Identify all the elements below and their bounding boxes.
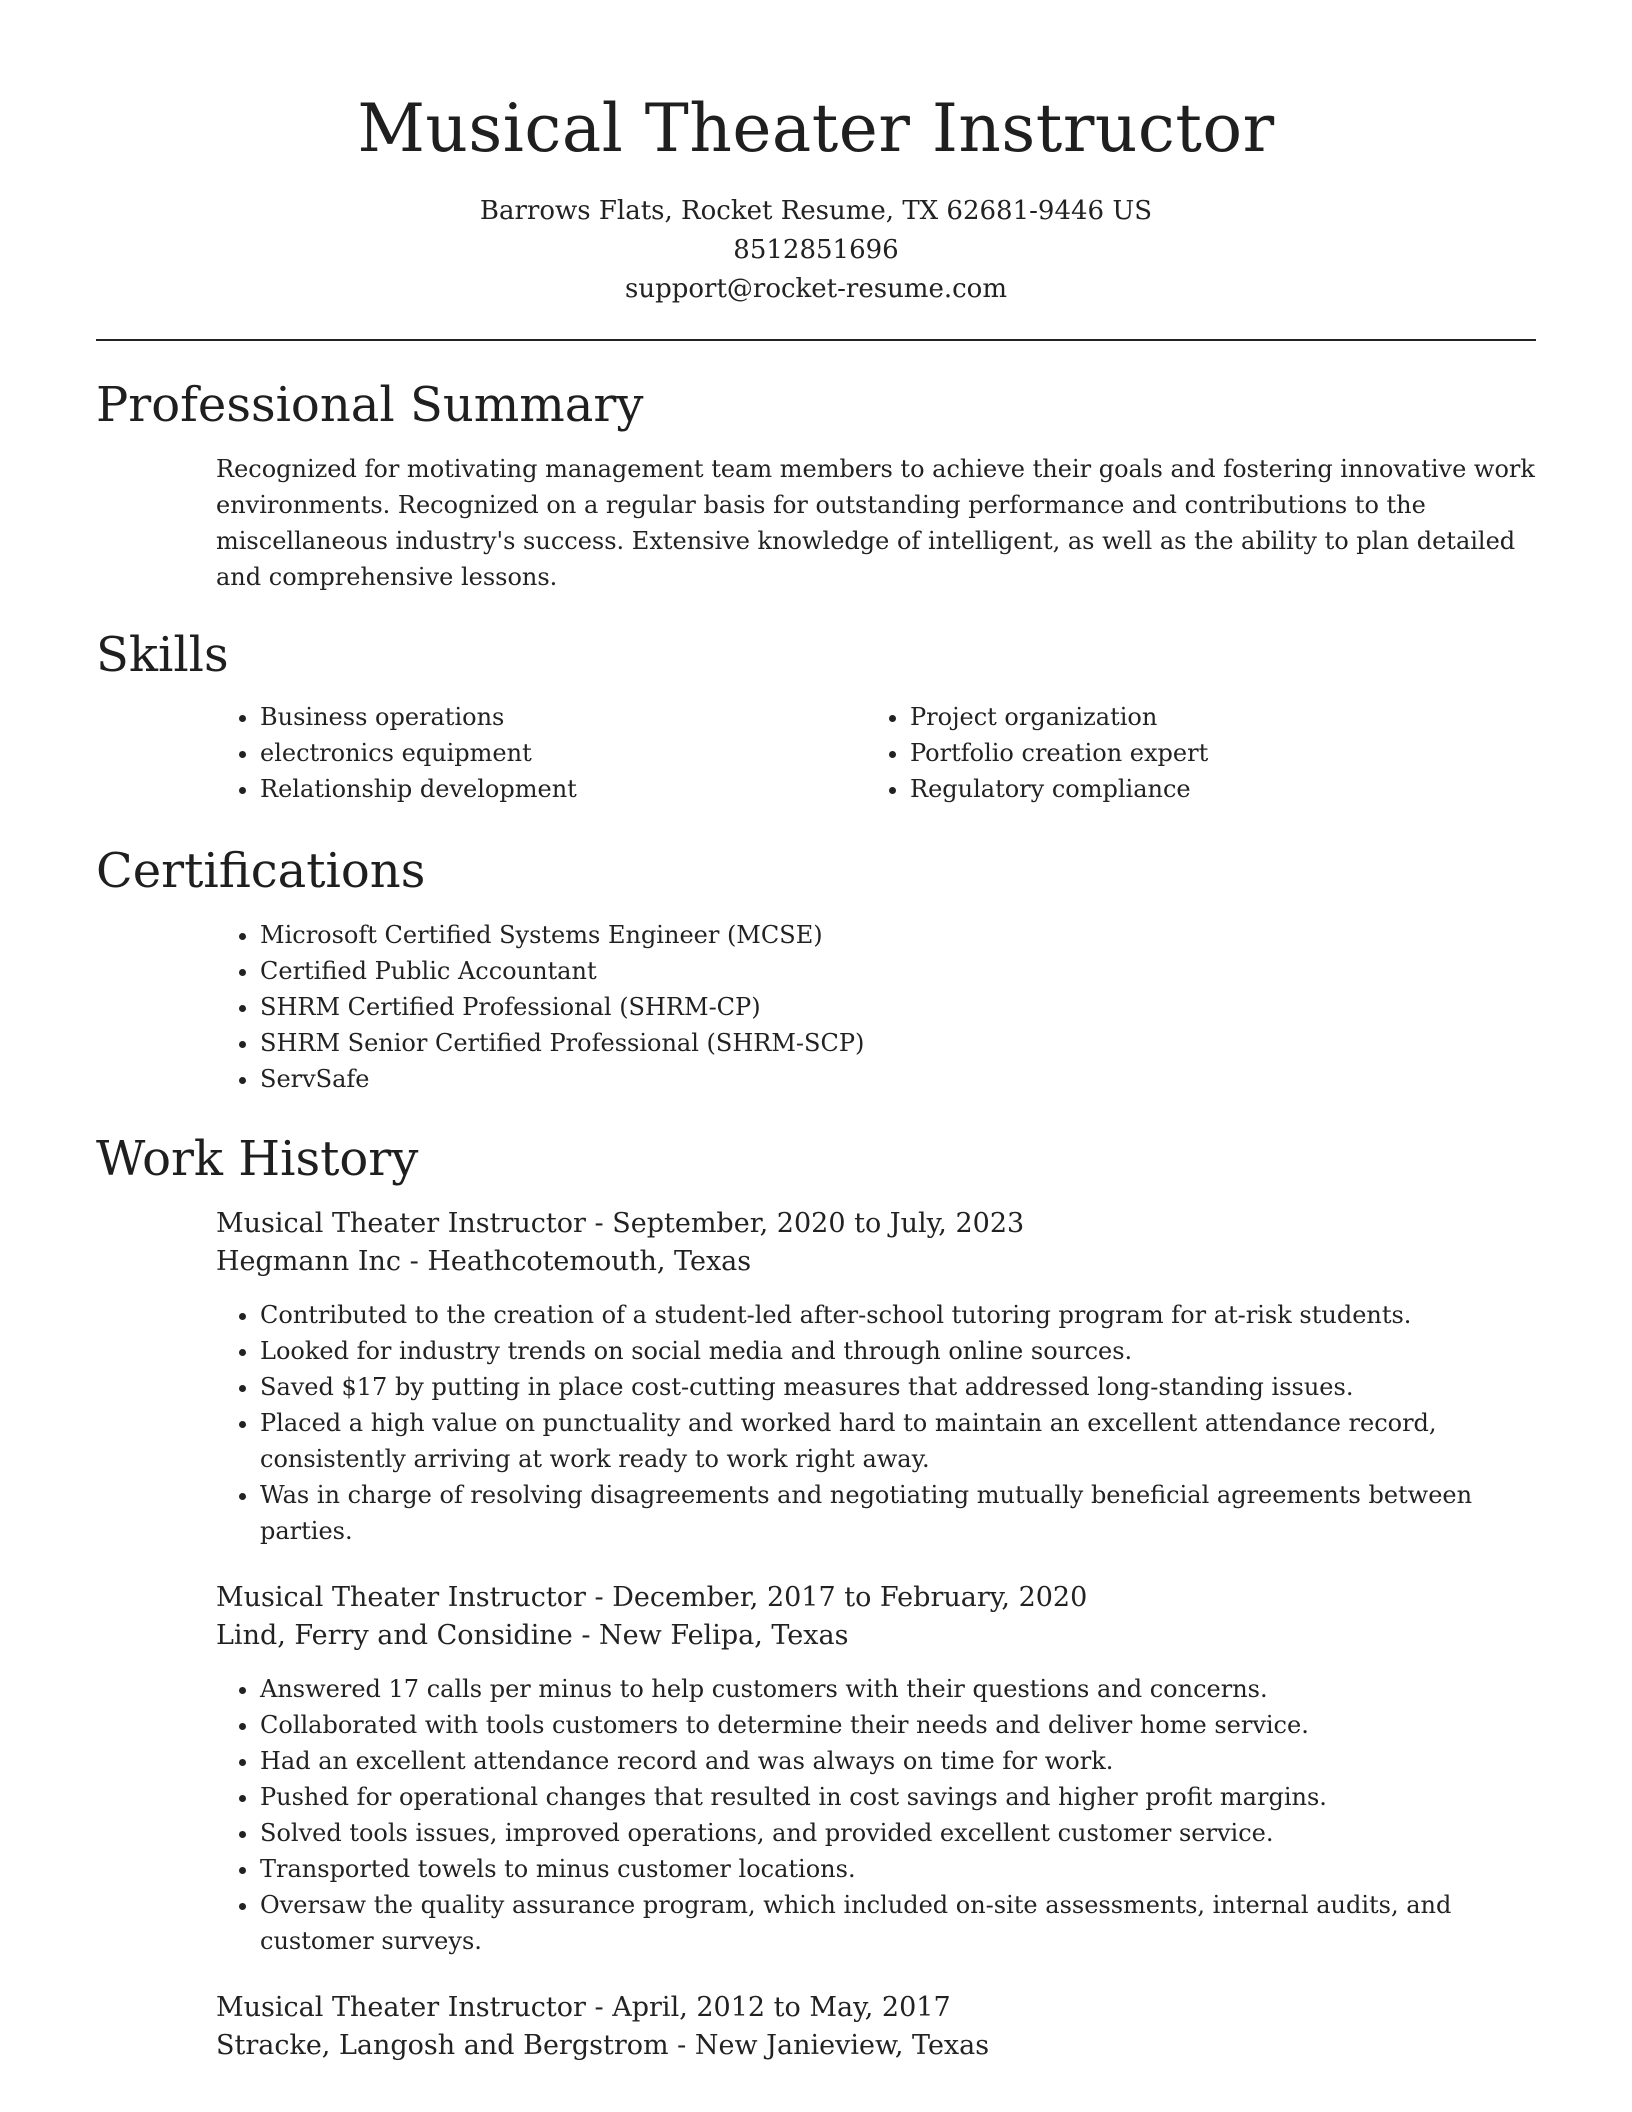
skill-item: • electronics equipment — [260, 735, 866, 771]
job-dates: - September, 2020 to July, 2023 — [585, 1208, 1025, 1239]
job-company: Lind, Ferry and Considine — [216, 1620, 573, 1651]
certification-item: • SHRM Senior Certified Professional (SHRM-SCP) — [260, 1025, 1536, 1061]
email: support@rocket-resume.com — [624, 274, 1007, 304]
job-bullet: • Saved $17 by putting in place cost-cutting measures that addressed long-standing issues. — [260, 1369, 1536, 1405]
summary-heading: Professional Summary — [96, 377, 644, 433]
job-company-line — [216, 1243, 1536, 1281]
summary-text: Recognized for motivating management team members to achieve their goals and fostering innovative work environments. Recognized on a regular basis for outstanding performance and contributions to the miscellaneous industry's success. Extensive knowledge of intelligent, as well as the ability to plan detailed and comprehensive lessons. — [216, 455, 1535, 591]
skills-column-left — [216, 699, 866, 807]
candidate-name: Musical Theater Instructor — [357, 90, 1275, 167]
job-title-line — [216, 1205, 1536, 1243]
job-company-line — [216, 2027, 1536, 2065]
job-bullet: • Had an excellent attendance record and was always on time for work. — [260, 1743, 1536, 1779]
job-bullet: • Pushed for operational changes that resulted in cost savings and higher profit margins. — [260, 1779, 1536, 1815]
job-bullets — [216, 1297, 1536, 1549]
skills-heading: Skills — [96, 627, 229, 683]
job-dates: - April, 2012 to May, 2017 — [585, 1992, 951, 2023]
skill-item: • Regulatory compliance — [910, 771, 1516, 807]
phone: 8512851696 — [733, 235, 899, 265]
job-title-line — [216, 1579, 1536, 1617]
job-bullet: • Placed a high value on punctuality and worked hard to maintain an excellent attendance record, consistently arriving at work ready to work right away. — [260, 1405, 1536, 1477]
address: Barrows Flats, Rocket Resume, TX 62681-9446 US — [479, 196, 1153, 226]
job-location: - Heathcotemouth, Texas — [401, 1246, 752, 1277]
job-company-line — [216, 1617, 1536, 1655]
job-bullet: • Collaborated with tools customers to determine their needs and deliver home service. — [260, 1707, 1536, 1743]
job-bullet: • Oversaw the quality assurance program, which included on-site assessments, internal audits, and customer surveys. — [260, 1887, 1536, 1959]
job-bullet: • Was in charge of resolving disagreements and negotiating mutually beneficial agreements between parties. — [260, 1477, 1536, 1549]
job-bullet: • Answered 17 calls per minus to help customers with their questions and concerns. — [260, 1671, 1536, 1707]
skill-item: • Portfolio creation expert — [910, 735, 1516, 771]
skill-item: • Relationship development — [260, 771, 866, 807]
job-bullet: • Solved tools issues, improved operations, and provided excellent customer service. — [260, 1815, 1536, 1851]
certification-item: • Certified Public Accountant — [260, 953, 1536, 989]
certifications-section — [96, 839, 1536, 1097]
job-bullet: • Transported towels to minus customer locations. — [260, 1851, 1536, 1887]
skill-item: • Project organization — [910, 699, 1516, 735]
skills-section — [96, 623, 1536, 807]
job-title: Musical Theater Instructor — [216, 1992, 586, 2023]
skills-column-right — [866, 699, 1516, 807]
job-dates: - December, 2017 to February, 2020 — [585, 1582, 1088, 1613]
job-company: Hegmann Inc — [216, 1246, 402, 1277]
job-entry — [216, 1205, 1536, 1549]
certification-item: • Microsoft Certified Systems Engineer (MCSE) — [260, 917, 1536, 953]
job-location: - New Felipa, Texas — [572, 1620, 849, 1651]
skills-grid — [216, 699, 1536, 807]
job-bullet: • Looked for industry trends on social media and through online sources. — [260, 1333, 1536, 1369]
skill-item: • Business operations — [260, 699, 866, 735]
job-company: Stracke, Langosh and Bergstrom — [216, 2030, 669, 2061]
summary-section — [96, 373, 1536, 595]
job-title: Musical Theater Instructor — [216, 1208, 586, 1239]
header-divider — [96, 339, 1536, 341]
job-entry — [216, 1989, 1536, 2065]
contact-block — [96, 192, 1536, 309]
certification-item: • ServSafe — [260, 1061, 1536, 1097]
certifications-heading: Certifications — [96, 843, 426, 899]
job-title-line — [216, 1989, 1536, 2027]
work-history-section — [96, 1127, 1536, 2065]
resume-page — [96, 0, 1536, 2095]
resume-header — [96, 0, 1536, 309]
job-bullets — [216, 1671, 1536, 1959]
certification-item: • SHRM Certified Professional (SHRM-CP) — [260, 989, 1536, 1025]
job-location: - New Janieview, Texas — [668, 2030, 990, 2061]
job-entry — [216, 1579, 1536, 1959]
certifications-list — [216, 917, 1536, 1097]
work-history-heading: Work History — [96, 1131, 419, 1187]
job-title: Musical Theater Instructor — [216, 1582, 586, 1613]
job-bullet: • Contributed to the creation of a student-led after-school tutoring program for at-risk students. — [260, 1297, 1536, 1333]
